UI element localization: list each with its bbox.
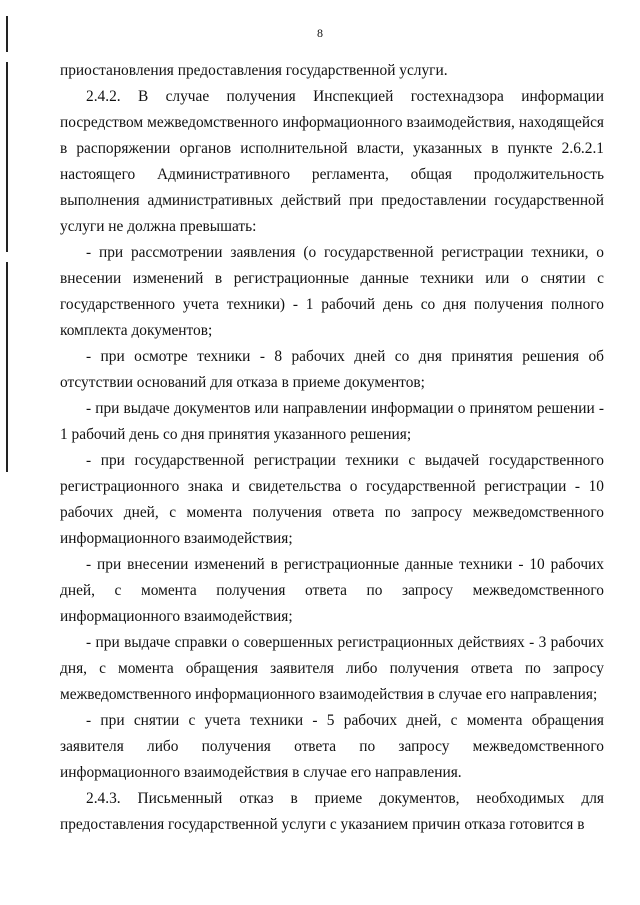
list-item: - при осмотре техники - 8 рабочих дней со дня принятия решения об отсутствии оснований для отказа в приеме документов; [60, 348, 604, 391]
binding-line-mark [6, 262, 8, 472]
list-item: - при снятии с учета техники - 5 рабочих дней, с момента обращения заявителя либо получения ответа по запросу межведомственного информационного взаимодействия в случае его направления. [60, 712, 604, 781]
binding-line-mark [6, 62, 8, 252]
list-item: - при государственной регистрации техники с выдачей государственного регистрационного знака и свидетельства о государственной регистрации - 10 рабочих дней, с момента получения ответа по запросу межведомственного информационного взаимодействия; [60, 452, 604, 547]
list-item: - при внесении изменений в регистрационные данные техники - 10 рабочих дней, с момента получения ответа по запросу межведомственного информационного взаимодействия; [60, 556, 604, 625]
page-number: 8 [317, 26, 323, 40]
document-body [60, 58, 604, 838]
paragraph: приостановления предоставления государственной услуги. [60, 62, 448, 79]
paragraph: 2.4.3. Письменный отказ в приеме документов, необходимых для предоставления государственной услуги с указанием причин отказа готовится в [60, 790, 604, 833]
list-item: - при рассмотрении заявления (о государственной регистрации техники, о внесении изменений в регистрационные данные техники или о снятии с государственного учета техники) - 1 рабочий день со дня получения полного комплекта документов; [60, 244, 604, 339]
list-item: - при выдаче справки о совершенных регистрационных действиях - 3 рабочих дня, с момента обращения заявителя либо получения ответа по запросу межведомственного информационного взаимодействия в случае его направления; [60, 634, 604, 703]
list-item: - при выдаче документов или направлении информации о принятом решении - 1 рабочий день со дня принятия указанного решения; [60, 400, 604, 443]
paragraph: 2.4.2. В случае получения Инспекцией гостехнадзора информации посредством межведомственного информационного взаимодействия, находящейся в распоряжении органов исполнительной власти, указанных в пункте 2.6.2.1 настоящего Административного регламента, общая продолжительность выполнения административных действий при предоставлении государственной услуги не должна превышать: [60, 88, 604, 235]
